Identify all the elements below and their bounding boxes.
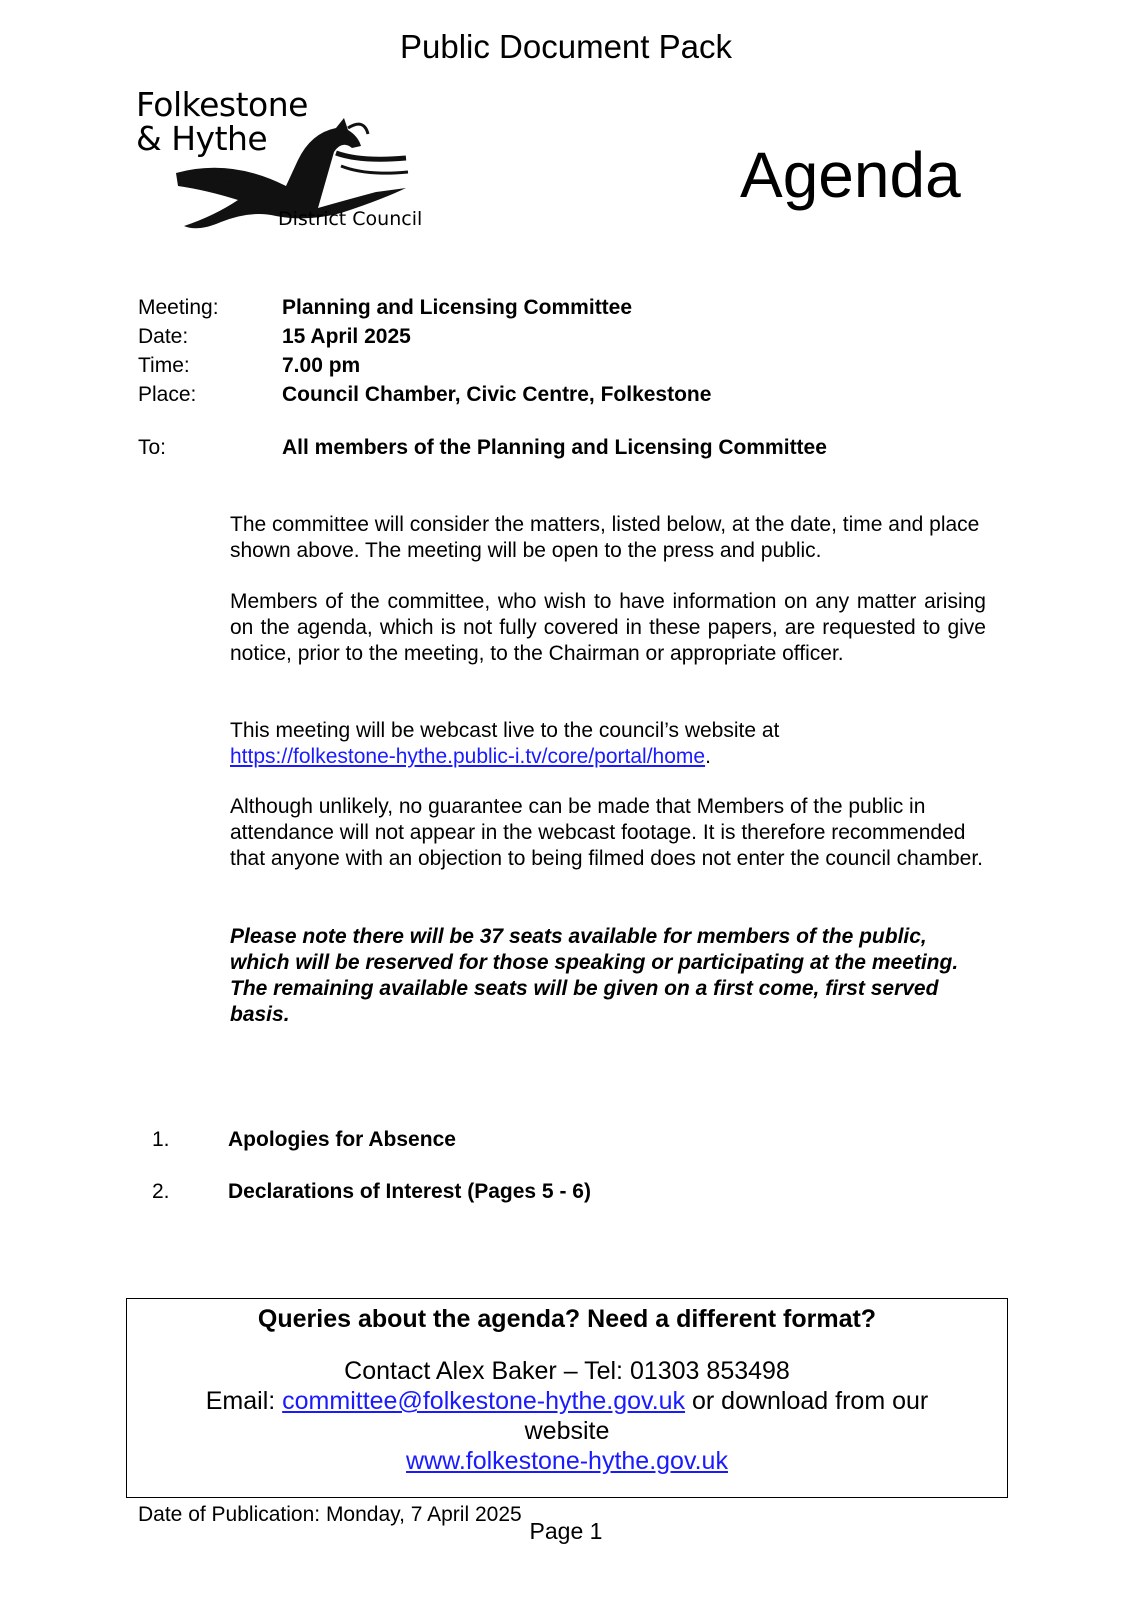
meeting-value: Planning and Licensing Committee [282,296,633,319]
place-row [138,380,711,409]
to-value: All members of the Planning and Licensing Committee [282,436,827,459]
webcast-link[interactable]: https://folkestone-hythe.public-i.tv/core/portal/home [230,745,706,768]
email-suffix: or download from our [685,1387,929,1415]
time-value: 7.00 pm [282,354,361,377]
information-paragraph: Members of the committee, who wish to have information on any matter arising on the agenda, which is not fully covered in these papers, are requested to give notice, prior to the meeting, to the Chairman or appropriate officer. [230,590,986,665]
page-number: Page 1 [529,1518,603,1544]
seating-notice: Please note there will be 37 seats available for members of the public, which will be reserved for those speaking or participating at the meeting. The remaining available seats will be given on a first come, first served basis. [230,925,959,1026]
place-value: Council Chamber, Civic Centre, Folkestone [282,383,712,406]
agenda-item [152,1180,591,1204]
filming-paragraph: Although unlikely, no guarantee can be made that Members of the public in attendance will not appear in the webcast footage. It is therefore recommended that anyone with an objection to being filmed does not enter the council chamber. [230,795,983,870]
agenda-item-title: Declarations of Interest (Pages 5 - 6) [228,1180,591,1203]
logo-subtitle: District Council [278,208,423,230]
publication-date: Date of Publication: Monday, 7 April 2025 [138,1503,522,1526]
date-label: Date: [138,325,189,348]
to-label: To: [138,436,167,459]
agenda-item-title: Apologies for Absence [228,1128,456,1151]
webcast-period: . [705,745,711,768]
recipients-row [138,436,827,460]
agenda-item-number: 1. [152,1128,170,1151]
date-value: 15 April 2025 [282,325,411,348]
website-link[interactable]: www.folkestone-hythe.gov.uk [406,1447,728,1475]
meeting-row [138,293,711,322]
website-word: website [524,1417,610,1445]
contact-line: Contact Alex Baker – Tel: 01303 853498 [344,1357,790,1385]
intro-paragraph: The committee will consider the matters, listed below, at the date, time and place shown above. The meeting will be open to the press and public. [230,513,980,562]
agenda-item-number: 2. [152,1180,170,1203]
council-logo [136,85,426,238]
webcast-paragraph [230,718,986,770]
contact-box-heading: Queries about the agenda? Need a different format? [257,1305,877,1333]
email-link[interactable]: committee@folkestone-hythe.gov.uk [282,1387,686,1415]
document-header-title: Public Document Pack [400,28,732,65]
agenda-item [152,1128,456,1152]
meeting-details [138,293,711,409]
contact-box [126,1298,1008,1498]
time-row [138,351,711,380]
logo-line-2: & Hythe [136,119,268,158]
meeting-label: Meeting: [138,296,219,319]
place-label: Place: [138,383,197,406]
webcast-text: This meeting will be webcast live to the council’s website at [230,719,780,742]
email-prefix: Email: [205,1387,283,1415]
email-line [127,1386,1007,1416]
logo-line-1: Folkestone [136,85,308,124]
time-label: Time: [138,354,190,377]
date-row [138,322,711,351]
agenda-heading: Agenda [740,139,961,211]
